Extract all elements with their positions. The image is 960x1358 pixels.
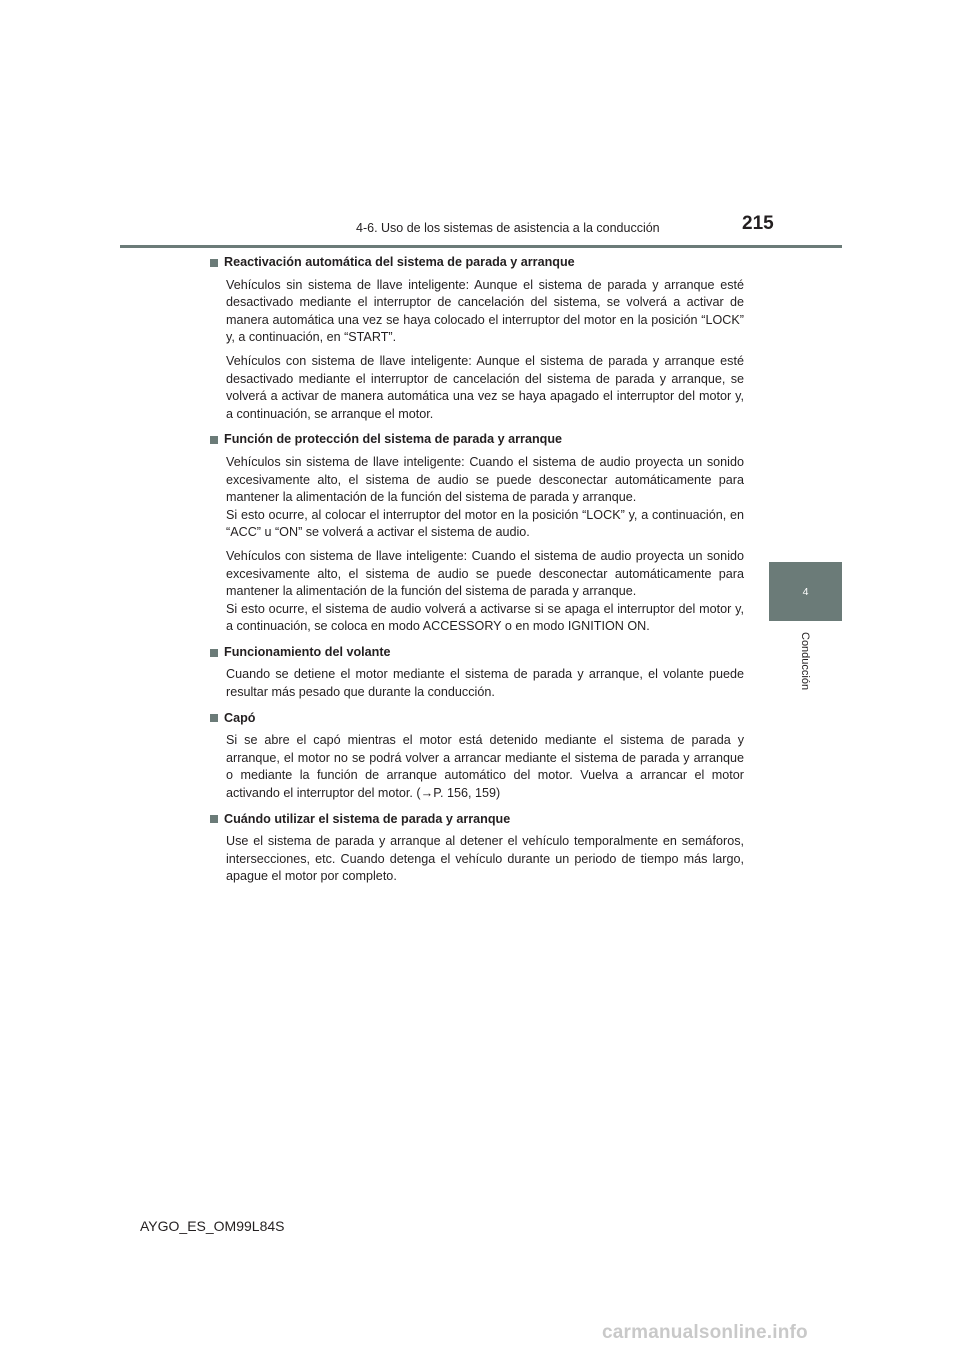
- paragraph: Vehículos sin sistema de llave inteligente: Aunque el sistema de parada y arranque esté desactivado mediante el interruptor de cancelación del sistema, se volverá a activar de manera automática una vez se haya colocado el interruptor del motor en la posición “LOCK” y, a continuación, en “START”.: [226, 277, 744, 345]
- section-heading: [210, 431, 744, 449]
- section-heading-text: Capó: [224, 710, 256, 725]
- watermark-text: carmanualsonline.info: [602, 1322, 808, 1343]
- section-reactivation: [210, 254, 744, 423]
- section-heading-text: Reactivación automática del sistema de parada y arranque: [224, 255, 575, 269]
- section-heading: [210, 644, 744, 662]
- section-heading: [210, 811, 744, 829]
- section-when-to-use: [210, 811, 744, 886]
- header-divider: [120, 245, 842, 248]
- section-heading: [210, 710, 744, 728]
- paragraph: Vehículos sin sistema de llave inteligente: Cuando el sistema de audio proyecta un sonido excesivamente alto, el sistema de audio se puede desconectar automáticamente para mantener la alimentación de la función del sistema de parada y arranque. Si esto ocurre, al colocar el interruptor del motor en la posición “LOCK” y, a continuación, en “ACC” u “ON” se volverá a activar el sistema de audio.: [226, 454, 744, 540]
- chapter-label: Conducción: [799, 632, 811, 691]
- section-heading: [210, 254, 744, 272]
- chapter-number: 4: [802, 585, 809, 598]
- document-code: AYGO_ES_OM99L84S: [140, 1218, 285, 1234]
- section-heading-text: Cuándo utilizar el sistema de parada y arranque: [224, 811, 511, 826]
- section-protection: [210, 431, 744, 636]
- section-steering: [210, 644, 744, 702]
- page-number: 215: [742, 213, 774, 234]
- page-content: [210, 254, 744, 894]
- paragraph: Vehículos con sistema de llave inteligente: Cuando el sistema de audio proyecta un sonido excesivamente alto, el sistema de audio se puede desconectar automáticamente para mantener la alimentación de la función del sistema de parada y arranque. Si esto ocurre, el sistema de audio volverá a activarse si se apaga el interruptor del motor y, a continuación, se coloca en modo ACCESSORY o en modo IGNITION ON.: [226, 548, 744, 634]
- paragraph: Use el sistema de parada y arranque al detener el vehículo temporalmente en semáforos, intersecciones, etc. Cuando detenga el vehículo durante un periodo de tiempo más largo, apague el motor por completo.: [226, 834, 744, 884]
- square-bullet-icon: [210, 649, 218, 657]
- chapter-tab[interactable]: [769, 562, 842, 621]
- square-bullet-icon: [210, 259, 218, 267]
- square-bullet-icon: [210, 714, 218, 722]
- paragraph: Vehículos con sistema de llave inteligente: Aunque el sistema de parada y arranque esté desactivado mediante el interruptor de cancelación del sistema de parada y arranque, se volverá a activar de manera automática una vez se haya apagado el interruptor del motor y, a continuación, se arranque el motor.: [226, 353, 744, 421]
- paragraph: Cuando se detiene el motor mediante el sistema de parada y arranque, el volante puede resultar más pesado que durante la conducción.: [226, 667, 744, 700]
- section-heading-text: Función de protección del sistema de parada y arranque: [224, 432, 563, 447]
- square-bullet-icon: [210, 815, 218, 823]
- paragraph: Si se abre el capó mientras el motor está detenido mediante el sistema de parada y arranque, el motor no se podrá volver a arrancar mediante el sistema de parada y arranque o mediante la función de arranque automático del motor. Vuelva a arrancar el motor activando el interruptor del motor. (→P. 156, 159): [226, 733, 744, 801]
- running-header-section: 4-6. Uso de los sistemas de asistencia a la conducción: [356, 221, 660, 235]
- square-bullet-icon: [210, 436, 218, 444]
- section-heading-text: Funcionamiento del volante: [224, 644, 391, 659]
- section-hood: [210, 710, 744, 803]
